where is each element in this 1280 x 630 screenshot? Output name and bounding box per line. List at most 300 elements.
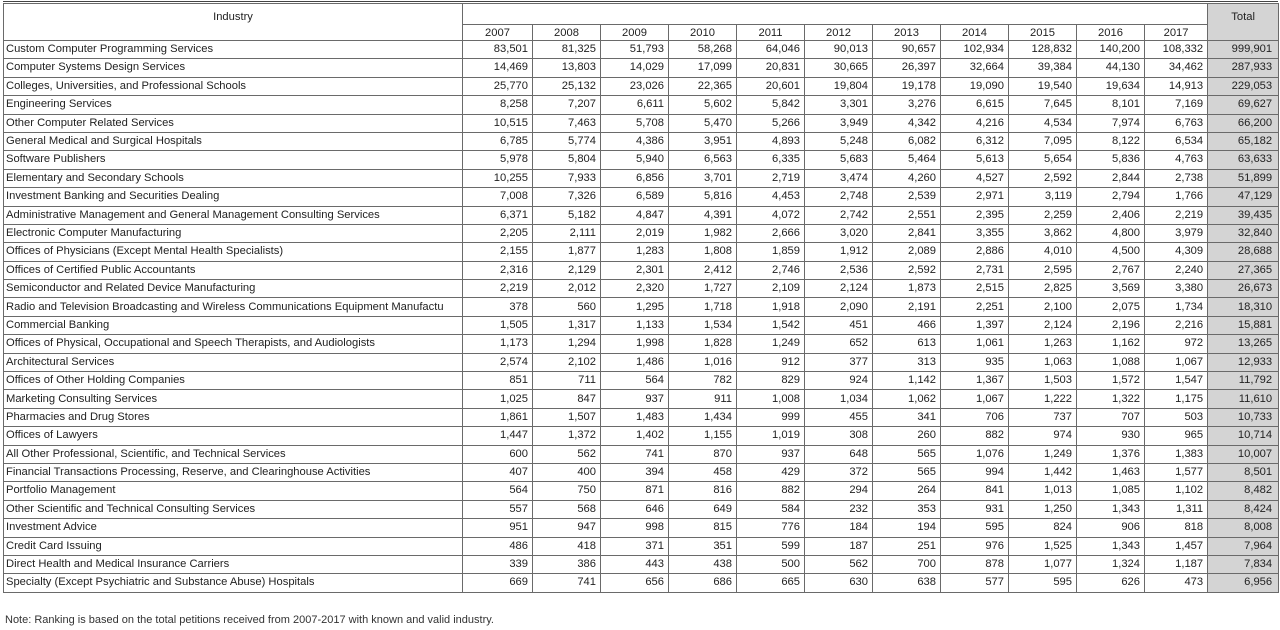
year-value-cell: 1,861	[463, 408, 533, 426]
year-value-cell: 6,563	[669, 151, 737, 169]
year-value-cell: 776	[737, 519, 805, 537]
year-value-cell: 1,222	[1009, 390, 1077, 408]
table-row	[4, 372, 1279, 390]
year-header-2014: 2014	[941, 25, 1009, 41]
year-value-cell: 1,175	[1145, 390, 1208, 408]
year-value-cell: 595	[1009, 574, 1077, 592]
year-value-cell: 2,742	[805, 206, 873, 224]
year-value-cell: 706	[941, 408, 1009, 426]
industry-name-cell: Other Computer Related Services	[4, 114, 463, 132]
year-value-cell: 2,395	[941, 206, 1009, 224]
year-value-cell: 974	[1009, 427, 1077, 445]
industry-petitions-table	[3, 3, 1279, 593]
year-value-cell: 965	[1145, 427, 1208, 445]
year-value-cell: 1,918	[737, 298, 805, 316]
total-value-cell: 7,964	[1208, 537, 1279, 555]
industry-name-cell: Offices of Certified Public Accountants	[4, 261, 463, 279]
total-value-cell: 39,435	[1208, 206, 1279, 224]
year-value-cell: 599	[737, 537, 805, 555]
year-value-cell: 4,453	[737, 188, 805, 206]
year-value-cell: 184	[805, 519, 873, 537]
year-value-cell: 22,365	[669, 77, 737, 95]
table-row	[4, 114, 1279, 132]
year-value-cell: 2,412	[669, 261, 737, 279]
year-value-cell: 1,061	[941, 335, 1009, 353]
year-value-cell: 1,507	[533, 408, 601, 426]
year-value-cell: 1,133	[601, 316, 669, 334]
year-value-cell: 3,474	[805, 169, 873, 187]
year-value-cell: 1,912	[805, 243, 873, 261]
industry-column-header: Industry	[4, 4, 463, 41]
industry-name-cell: Elementary and Secondary Schools	[4, 169, 463, 187]
year-value-cell: 3,020	[805, 224, 873, 242]
year-value-cell: 1,249	[737, 335, 805, 353]
year-value-cell: 4,342	[873, 114, 941, 132]
year-value-cell: 5,182	[533, 206, 601, 224]
year-value-cell: 5,774	[533, 132, 601, 150]
year-value-cell: 1,998	[601, 335, 669, 353]
year-value-cell: 353	[873, 500, 941, 518]
year-value-cell: 1,085	[1077, 482, 1145, 500]
year-value-cell: 613	[873, 335, 941, 353]
year-value-cell: 378	[463, 298, 533, 316]
year-value-cell: 937	[601, 390, 669, 408]
year-value-cell: 999	[737, 408, 805, 426]
year-value-cell: 5,464	[873, 151, 941, 169]
year-value-cell: 4,309	[1145, 243, 1208, 261]
year-value-cell: 90,013	[805, 41, 873, 59]
year-value-cell: 2,592	[873, 261, 941, 279]
total-value-cell: 8,482	[1208, 482, 1279, 500]
total-value-cell: 8,424	[1208, 500, 1279, 518]
year-value-cell: 2,844	[1077, 169, 1145, 187]
year-value-cell: 994	[941, 463, 1009, 481]
year-value-cell: 503	[1145, 408, 1208, 426]
year-value-cell: 1,372	[533, 427, 601, 445]
year-value-cell: 308	[805, 427, 873, 445]
year-value-cell: 2,124	[1009, 316, 1077, 334]
total-value-cell: 47,129	[1208, 188, 1279, 206]
year-value-cell: 194	[873, 519, 941, 537]
year-header-2007: 2007	[463, 25, 533, 41]
industry-name-cell: Electronic Computer Manufacturing	[4, 224, 463, 242]
year-value-cell: 19,540	[1009, 77, 1077, 95]
year-value-cell: 2,216	[1145, 316, 1208, 334]
table-row	[4, 353, 1279, 371]
year-value-cell: 1,859	[737, 243, 805, 261]
year-value-cell: 51,793	[601, 41, 669, 59]
year-value-cell: 1,828	[669, 335, 737, 353]
year-value-cell: 1,383	[1145, 445, 1208, 463]
year-value-cell: 6,082	[873, 132, 941, 150]
year-value-cell: 2,666	[737, 224, 805, 242]
year-value-cell: 294	[805, 482, 873, 500]
total-value-cell: 10,733	[1208, 408, 1279, 426]
year-value-cell: 2,536	[805, 261, 873, 279]
table-row	[4, 390, 1279, 408]
year-value-cell: 3,862	[1009, 224, 1077, 242]
year-value-cell: 108,332	[1145, 41, 1208, 59]
year-value-cell: 870	[669, 445, 737, 463]
total-value-cell: 11,610	[1208, 390, 1279, 408]
total-value-cell: 26,673	[1208, 280, 1279, 298]
year-value-cell: 5,842	[737, 96, 805, 114]
year-value-cell: 19,178	[873, 77, 941, 95]
year-value-cell: 2,090	[805, 298, 873, 316]
year-value-cell: 5,708	[601, 114, 669, 132]
year-value-cell: 931	[941, 500, 1009, 518]
year-value-cell: 4,534	[1009, 114, 1077, 132]
year-value-cell: 19,634	[1077, 77, 1145, 95]
industry-name-cell: Offices of Physical, Occupational and Speech Therapists, and Audiologists	[4, 335, 463, 353]
year-value-cell: 2,219	[1145, 206, 1208, 224]
year-value-cell: 394	[601, 463, 669, 481]
total-value-cell: 63,633	[1208, 151, 1279, 169]
year-value-cell: 1,324	[1077, 555, 1145, 573]
industry-name-cell: Portfolio Management	[4, 482, 463, 500]
year-value-cell: 1,877	[533, 243, 601, 261]
year-value-cell: 418	[533, 537, 601, 555]
industry-name-cell: Investment Advice	[4, 519, 463, 537]
year-value-cell: 2,191	[873, 298, 941, 316]
table-row	[4, 482, 1279, 500]
total-value-cell: 229,053	[1208, 77, 1279, 95]
year-value-cell: 882	[737, 482, 805, 500]
year-value-cell: 2,251	[941, 298, 1009, 316]
industry-petitions-table-frame	[3, 3, 1278, 594]
year-value-cell: 1,525	[1009, 537, 1077, 555]
year-value-cell: 1,457	[1145, 537, 1208, 555]
year-value-cell: 6,534	[1145, 132, 1208, 150]
year-value-cell: 2,825	[1009, 280, 1077, 298]
year-value-cell: 1,249	[1009, 445, 1077, 463]
year-value-cell: 564	[601, 372, 669, 390]
year-value-cell: 128,832	[1009, 41, 1077, 59]
year-value-cell: 1,873	[873, 280, 941, 298]
year-value-cell: 341	[873, 408, 941, 426]
year-value-cell: 1,442	[1009, 463, 1077, 481]
year-value-cell: 1,016	[669, 353, 737, 371]
year-value-cell: 7,095	[1009, 132, 1077, 150]
year-value-cell: 4,072	[737, 206, 805, 224]
year-value-cell: 2,075	[1077, 298, 1145, 316]
year-value-cell: 1,483	[601, 408, 669, 426]
year-value-cell: 6,611	[601, 96, 669, 114]
year-value-cell: 562	[805, 555, 873, 573]
year-value-cell: 377	[805, 353, 873, 371]
year-value-cell: 1,250	[1009, 500, 1077, 518]
year-value-cell: 4,500	[1077, 243, 1145, 261]
year-value-cell: 1,067	[941, 390, 1009, 408]
year-value-cell: 700	[873, 555, 941, 573]
year-value-cell: 25,770	[463, 77, 533, 95]
year-value-cell: 1,067	[1145, 353, 1208, 371]
year-value-cell: 2,111	[533, 224, 601, 242]
year-value-cell: 5,654	[1009, 151, 1077, 169]
year-value-cell: 1,343	[1077, 537, 1145, 555]
year-value-cell: 3,276	[873, 96, 941, 114]
year-value-cell: 2,841	[873, 224, 941, 242]
year-value-cell: 20,831	[737, 59, 805, 77]
year-value-cell: 1,322	[1077, 390, 1145, 408]
total-column-header: Total	[1208, 4, 1279, 41]
table-header	[4, 4, 1279, 41]
year-value-cell: 81,325	[533, 41, 601, 59]
year-value-cell: 10,255	[463, 169, 533, 187]
table-row	[4, 335, 1279, 353]
year-value-cell: 4,893	[737, 132, 805, 150]
industry-name-cell: Semiconductor and Related Device Manufacturing	[4, 280, 463, 298]
year-value-cell: 2,595	[1009, 261, 1077, 279]
year-value-cell: 1,062	[873, 390, 941, 408]
year-value-cell: 4,527	[941, 169, 1009, 187]
year-value-cell: 1,294	[533, 335, 601, 353]
year-value-cell: 2,155	[463, 243, 533, 261]
year-value-cell: 1,505	[463, 316, 533, 334]
industry-name-cell: Direct Health and Medical Insurance Carriers	[4, 555, 463, 573]
year-value-cell: 32,664	[941, 59, 1009, 77]
industry-name-cell: Commercial Banking	[4, 316, 463, 334]
year-value-cell: 3,951	[669, 132, 737, 150]
year-value-cell: 23,026	[601, 77, 669, 95]
table-row	[4, 427, 1279, 445]
table-row	[4, 224, 1279, 242]
year-value-cell: 6,856	[601, 169, 669, 187]
year-value-cell: 4,216	[941, 114, 1009, 132]
year-value-cell: 90,657	[873, 41, 941, 59]
year-value-cell: 847	[533, 390, 601, 408]
year-value-cell: 17,099	[669, 59, 737, 77]
year-value-cell: 2,406	[1077, 206, 1145, 224]
year-header-2016: 2016	[1077, 25, 1145, 41]
year-value-cell: 649	[669, 500, 737, 518]
year-value-cell: 5,602	[669, 96, 737, 114]
industry-name-cell: General Medical and Surgical Hospitals	[4, 132, 463, 150]
year-value-cell: 6,763	[1145, 114, 1208, 132]
year-value-cell: 1,142	[873, 372, 941, 390]
year-value-cell: 34,462	[1145, 59, 1208, 77]
year-value-cell: 5,470	[669, 114, 737, 132]
table-row	[4, 463, 1279, 481]
year-value-cell: 2,748	[805, 188, 873, 206]
year-value-cell: 140,200	[1077, 41, 1145, 59]
year-value-cell: 6,615	[941, 96, 1009, 114]
year-header-2013: 2013	[873, 25, 941, 41]
year-value-cell: 951	[463, 519, 533, 537]
year-value-cell: 841	[941, 482, 1009, 500]
total-value-cell: 51,899	[1208, 169, 1279, 187]
year-value-cell: 557	[463, 500, 533, 518]
year-value-cell: 3,355	[941, 224, 1009, 242]
year-value-cell: 1,376	[1077, 445, 1145, 463]
table-row	[4, 555, 1279, 573]
table-row	[4, 77, 1279, 95]
year-value-cell: 4,391	[669, 206, 737, 224]
year-value-cell: 7,008	[463, 188, 533, 206]
year-value-cell: 407	[463, 463, 533, 481]
year-value-cell: 2,219	[463, 280, 533, 298]
year-value-cell: 937	[737, 445, 805, 463]
year-value-cell: 443	[601, 555, 669, 573]
year-value-cell: 1,173	[463, 335, 533, 353]
year-value-cell: 3,949	[805, 114, 873, 132]
total-value-cell: 15,881	[1208, 316, 1279, 334]
table-row	[4, 151, 1279, 169]
year-value-cell: 1,077	[1009, 555, 1077, 573]
year-value-cell: 1,402	[601, 427, 669, 445]
year-value-cell: 2,012	[533, 280, 601, 298]
year-value-cell: 2,102	[533, 353, 601, 371]
year-value-cell: 1,025	[463, 390, 533, 408]
year-value-cell: 1,447	[463, 427, 533, 445]
year-value-cell: 3,979	[1145, 224, 1208, 242]
year-value-cell: 630	[805, 574, 873, 592]
year-value-cell: 2,574	[463, 353, 533, 371]
year-value-cell: 878	[941, 555, 1009, 573]
year-value-cell: 947	[533, 519, 601, 537]
year-value-cell: 4,800	[1077, 224, 1145, 242]
industry-name-cell: Investment Banking and Securities Dealing	[4, 188, 463, 206]
year-value-cell: 7,207	[533, 96, 601, 114]
year-value-cell: 2,731	[941, 261, 1009, 279]
year-value-cell: 313	[873, 353, 941, 371]
year-value-cell: 1,572	[1077, 372, 1145, 390]
year-value-cell: 30,665	[805, 59, 873, 77]
year-value-cell: 1,718	[669, 298, 737, 316]
total-value-cell: 999,901	[1208, 41, 1279, 59]
industry-name-cell: All Other Professional, Scientific, and Technical Services	[4, 445, 463, 463]
year-value-cell: 466	[873, 316, 941, 334]
year-header-2008: 2008	[533, 25, 601, 41]
year-value-cell: 2,019	[601, 224, 669, 242]
year-value-cell: 2,515	[941, 280, 1009, 298]
year-value-cell: 2,320	[601, 280, 669, 298]
year-value-cell: 577	[941, 574, 1009, 592]
year-value-cell: 102,934	[941, 41, 1009, 59]
year-value-cell: 1,808	[669, 243, 737, 261]
total-value-cell: 27,365	[1208, 261, 1279, 279]
year-value-cell: 935	[941, 353, 1009, 371]
year-value-cell: 1,019	[737, 427, 805, 445]
year-value-cell: 25,132	[533, 77, 601, 95]
year-value-cell: 2,719	[737, 169, 805, 187]
year-value-cell: 2,886	[941, 243, 1009, 261]
table-row	[4, 206, 1279, 224]
year-value-cell: 1,486	[601, 353, 669, 371]
year-value-cell: 351	[669, 537, 737, 555]
table-row	[4, 261, 1279, 279]
year-value-cell: 1,088	[1077, 353, 1145, 371]
table-row	[4, 537, 1279, 555]
table-row	[4, 132, 1279, 150]
table-row	[4, 500, 1279, 518]
year-value-cell: 564	[463, 482, 533, 500]
total-value-cell: 65,182	[1208, 132, 1279, 150]
year-value-cell: 2,301	[601, 261, 669, 279]
year-value-cell: 626	[1077, 574, 1145, 592]
total-value-cell: 10,714	[1208, 427, 1279, 445]
year-value-cell: 2,100	[1009, 298, 1077, 316]
year-value-cell: 1,463	[1077, 463, 1145, 481]
year-value-cell: 1,397	[941, 316, 1009, 334]
total-value-cell: 66,200	[1208, 114, 1279, 132]
year-value-cell: 1,295	[601, 298, 669, 316]
year-value-cell: 5,248	[805, 132, 873, 150]
industry-name-cell: Offices of Physicians (Except Mental Health Specialists)	[4, 243, 463, 261]
year-value-cell: 818	[1145, 519, 1208, 537]
table-row	[4, 280, 1279, 298]
year-value-cell: 5,683	[805, 151, 873, 169]
year-value-cell: 1,434	[669, 408, 737, 426]
year-value-cell: 815	[669, 519, 737, 537]
industry-name-cell: Software Publishers	[4, 151, 463, 169]
total-value-cell: 69,627	[1208, 96, 1279, 114]
year-value-cell: 339	[463, 555, 533, 573]
year-value-cell: 737	[1009, 408, 1077, 426]
year-value-cell: 14,469	[463, 59, 533, 77]
industry-name-cell: Engineering Services	[4, 96, 463, 114]
year-value-cell: 829	[737, 372, 805, 390]
year-value-cell: 6,312	[941, 132, 1009, 150]
total-value-cell: 7,834	[1208, 555, 1279, 573]
year-value-cell: 656	[601, 574, 669, 592]
year-value-cell: 2,240	[1145, 261, 1208, 279]
year-value-cell: 19,804	[805, 77, 873, 95]
year-value-cell: 7,645	[1009, 96, 1077, 114]
year-value-cell: 6,335	[737, 151, 805, 169]
year-value-cell: 5,613	[941, 151, 1009, 169]
year-value-cell: 8,258	[463, 96, 533, 114]
year-value-cell: 3,380	[1145, 280, 1208, 298]
year-value-cell: 371	[601, 537, 669, 555]
year-header-2009: 2009	[601, 25, 669, 41]
year-value-cell: 741	[601, 445, 669, 463]
year-header-2011: 2011	[737, 25, 805, 41]
year-value-cell: 458	[669, 463, 737, 481]
year-value-cell: 565	[873, 445, 941, 463]
year-value-cell: 912	[737, 353, 805, 371]
year-value-cell: 1,102	[1145, 482, 1208, 500]
year-value-cell: 1,162	[1077, 335, 1145, 353]
year-value-cell: 824	[1009, 519, 1077, 537]
year-value-cell: 7,169	[1145, 96, 1208, 114]
year-value-cell: 4,847	[601, 206, 669, 224]
year-value-cell: 562	[533, 445, 601, 463]
year-value-cell: 1,008	[737, 390, 805, 408]
industry-name-cell: Computer Systems Design Services	[4, 59, 463, 77]
year-value-cell: 1,503	[1009, 372, 1077, 390]
table-row	[4, 41, 1279, 59]
total-value-cell: 11,792	[1208, 372, 1279, 390]
year-value-cell: 711	[533, 372, 601, 390]
year-value-cell: 1,343	[1077, 500, 1145, 518]
year-value-cell: 5,940	[601, 151, 669, 169]
year-value-cell: 665	[737, 574, 805, 592]
year-value-cell: 1,063	[1009, 353, 1077, 371]
year-value-cell: 20,601	[737, 77, 805, 95]
year-value-cell: 1,577	[1145, 463, 1208, 481]
year-value-cell: 2,551	[873, 206, 941, 224]
table-row	[4, 96, 1279, 114]
industry-name-cell: Credit Card Issuing	[4, 537, 463, 555]
table-body	[4, 41, 1279, 593]
year-value-cell: 2,794	[1077, 188, 1145, 206]
year-value-cell: 2,259	[1009, 206, 1077, 224]
year-value-cell: 648	[805, 445, 873, 463]
total-value-cell: 12,933	[1208, 353, 1279, 371]
table-row	[4, 59, 1279, 77]
year-header-2012: 2012	[805, 25, 873, 41]
